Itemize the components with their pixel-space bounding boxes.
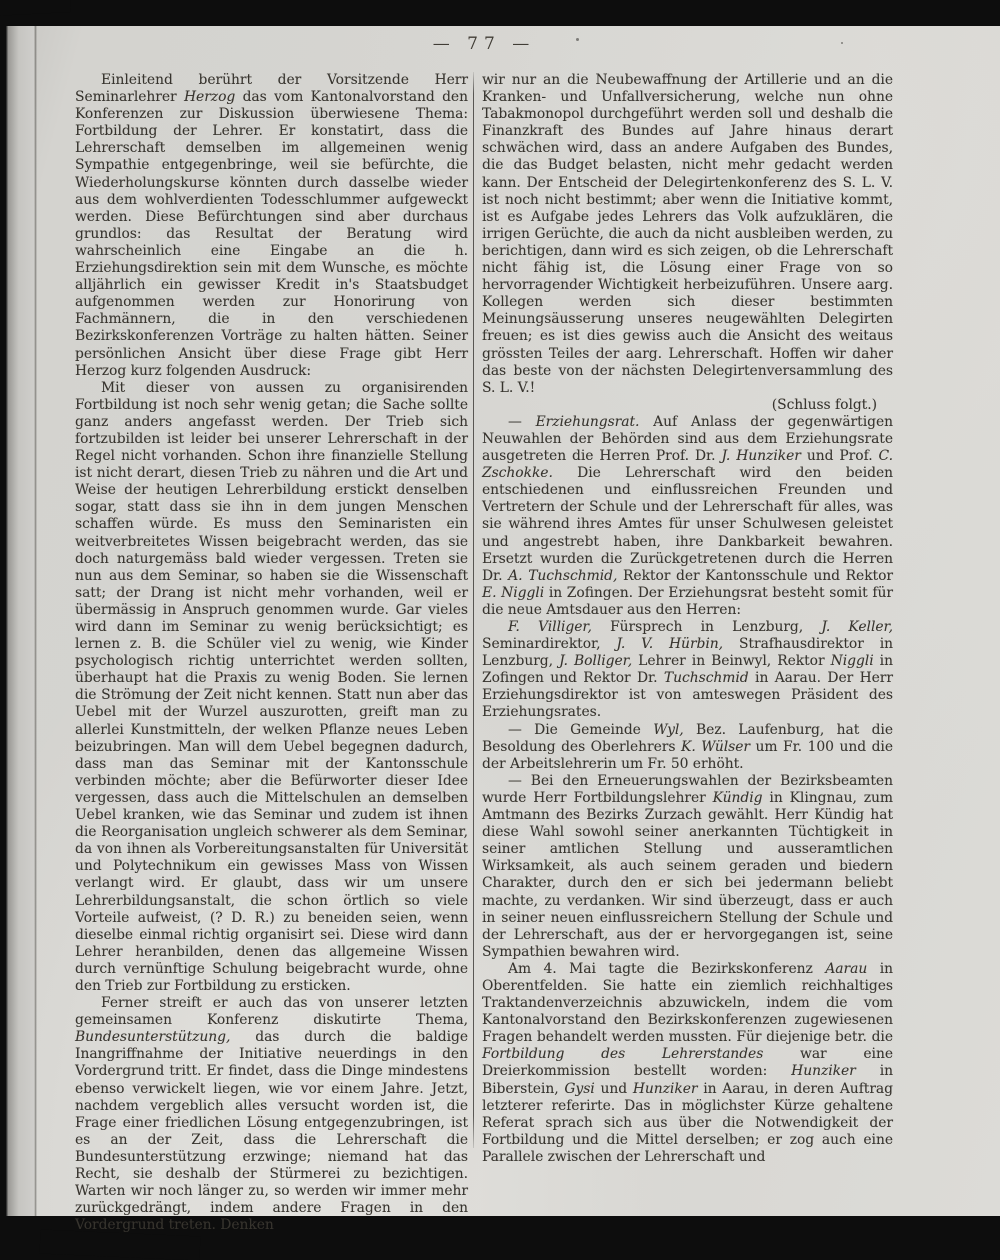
- paragraph: [482, 773, 893, 961]
- paragraph: [75, 380, 468, 995]
- body-text: in Aarau, in deren Auftrag letzterer referirte. Das in möglichster Kürze gehaltene Referat sprach sich aus über die Notwendigkeit der Fortbildung und die Mittel derselben; er zog auch eine Parallele zwischen der Lehrerschaft und: [482, 1080, 893, 1165]
- body-text: in Aarau. Der Herr Erziehungsdirektor ist von amteswegen Präsident des Erziehungsrates.: [482, 670, 893, 721]
- body-text: Strafhausdirektor in Lenzburg,: [482, 636, 893, 670]
- body-text: (Schluss folgt.): [771, 396, 877, 413]
- body-text: Die Lehrerschaft wird den beiden entschiedenen und einflussreichen Freunden und Vertretern der Schule und der Lehrerschaft für alles, was sie während ihres Amtes für unser Schulwesen geleistet und angestrebt haben, ihre Dankbarkeit bewahren. Ersetzt wurden die Zurückgetretenen durch die Herren Dr.: [482, 465, 893, 584]
- italic-text: Bundesunterstützung,: [75, 1029, 231, 1046]
- scan-speck: [841, 42, 843, 44]
- italic-text: Kündig: [712, 789, 763, 806]
- italic-text: Hunziker: [632, 1080, 698, 1097]
- body-text: Ferner streift er auch das von unserer letzten gemeinsamen Konferenz diskutirte Thema,: [75, 995, 468, 1029]
- body-text: um Fr. 100 und die der Arbeitslehrerin um Fr. 50 erhöht.: [482, 738, 893, 772]
- body-text: in Zofingen und Rektor Dr.: [482, 653, 893, 687]
- italic-text: J. V. Hürbin,: [616, 636, 724, 653]
- closing-note: [482, 397, 893, 414]
- italic-text: Wyl,: [653, 721, 684, 738]
- italic-text: Niggli: [830, 653, 874, 670]
- italic-text: Aarau: [825, 960, 868, 977]
- italic-text: J. Keller,: [821, 619, 893, 635]
- paper-sheet: [6, 26, 1000, 1234]
- paragraph: [482, 961, 893, 1166]
- paragraph: [482, 619, 893, 722]
- italic-text: Erziehungsrat.: [535, 413, 640, 430]
- page-fold-crease: [34, 26, 37, 1216]
- italic-text: Tuchschmid: [663, 670, 749, 687]
- body-text: — Die Gemeinde: [508, 721, 654, 738]
- paragraph: [75, 995, 468, 1234]
- italic-text: E. Niggli: [482, 584, 545, 601]
- body-text: — Bei den Erneuerungswahlen der Bezirksbeamten wurde Herr Fortbildungslehrer: [482, 772, 893, 806]
- italic-text: J. Bolliger,: [559, 653, 633, 670]
- body-text: —: [508, 413, 536, 430]
- italic-text: F. Villiger,: [508, 619, 592, 635]
- page-number: — 77 —: [432, 34, 536, 54]
- body-text: in Biberstein,: [482, 1063, 894, 1097]
- body-text: Fürsprech in Lenzburg,: [591, 619, 822, 635]
- scan-corner-shadow: [0, 0, 71, 16]
- body-text: in Klingnau, zum Amtmann des Bezirks Zurzach gewählt. Herr Kündig hat diese Wahl sowohl seiner anerkannten Tüchtigkeit in seiner amtlichen Stellung und ausseramtlichen Wirksamkeit, als auch seinem geraden und biedern Charakter, durch den er sich bei jedermann beliebt machte, zu verdanken. Wir sind überzeugt, dass er auch in seiner neuen einflussreichern Stellung der Schule und der Lehrerschaft, aus der er hervorgegangen ist, seine Sympathien bewahren wird.: [482, 789, 893, 960]
- italic-text: J. Hunziker: [721, 448, 801, 465]
- body-text: Auf Anlass der gegenwärtigen Neuwahlen der Behörden sind aus dem Erziehungsrate ausgetreten die Herren Prof. Dr.: [482, 413, 893, 465]
- body-text: das vom Kantonalvorstand den Konferenzen zur Diskussion überwiesene Thema: Fortbildung der Lehrer. Er konstatirt, dass die Lehrerschaft demselben im allgemeinen wenig Sympathie entgegenbringe, weil sie befürchte, die Wiederholungskurse könnten durch dasselbe wieder aus dem wohlverdienten Todesschlummer aufgeweckt werden. Diese Befürchtungen sind aber durchaus grundlos: das Resultat der Beratung wird wahrscheinlich eine Eingabe an die h. Erziehungsdirektion sein mit dem Wunsche, es möchte alljährlich ein gewisser Kredit in's Staatsbudget aufgenommen werden zur Honorirung von Fachmännern, die in den verschiedenen Bezirkskonferenzen Vorträge zu halten hätten. Seiner persönlichen Ansicht über diese Frage gibt Herr Herzog kurz folgenden Ausdruck:: [75, 89, 468, 379]
- column-divider-rule: [473, 72, 474, 1148]
- body-text: Seminardirektor,: [482, 636, 617, 653]
- body-text: und Prof.: [800, 448, 879, 465]
- body-text: in Oberentfelden. Sie hatte ein ziemlich reichhaltiges Traktandenverzeichnis abzuwickeln, indem die vom Kantonalvorstand den Bezirkskonferenzen zugewiesenen Fragen behandelt werden mussten. Für diejenige betr. die: [482, 960, 893, 1046]
- italic-text: K. Wülser: [681, 738, 750, 755]
- italic-text: Gysi: [564, 1080, 595, 1097]
- body-text: Mit dieser von aussen zu organisirenden Fortbildung ist noch sehr wenig getan; die Sache sollte ganz anders angefasst werden. Der Trieb sich fortzubilden ist leider bei unserer Lehrerschaft in der Regel nicht vorhanden. Schon ihre finanzielle Stellung ist nicht derart, diesen Trieb zu nähren und die Art und Weise der heutigen Lehrerbildung erstickt denselben sogar, statt dass sie ihn in dem jungen Menschen schaffen würde. Es muss den Seminaristen ein weitverbreitetes Wissen beigebracht werden, das sie doch naturgemäss bald wieder vergessen. Treten sie nun aus dem Seminar, so haben sie die Wissenschaft satt; der Drang ist nicht mehr vorhanden, weil er übermässig in Anspruch genommen wurde. Gar vieles wird dann im Seminar zu wenig berücksichtigt; es lernen z. B. die Schüler viel zu wenig, wie Kinder psychologisch richtig unterrichtet werden sollten, überhaupt hat die Praxis zu wenig Boden. Sie lernen die Strömung der Zeit nicht kennen. Statt nun aber das Uebel mit der Wurzel auszurotten, greift man zu allerlei Kunstmitteln, der welken Pflanze neues Leben beizubringen. Man will dem Uebel begegnen dadurch, dass man das Seminar mit der Kantonsschule verbinden möchte; aber die Befürworter dieser Idee vergessen, dass auch die Mittelschulen an demselben Uebel kranken, wie das Seminar und zudem ist ihnen die Reorganisation ungleich schwerer als dem Seminar, da von ihnen als Vorbereitungsanstalten für Universität und Polytechnikum ein gewisses Mass von Wissen verlangt wird. Er glaubt, dass wir um unsere Lehrerbildungsanstalt, die schon örtlich so viele Vorteile aufweist, (? D. R.) zu beneiden seien, wenn dieselbe einmal richtig organisirt sei. Diese wird dann Lehrer heranbilden, denen das allgemeine Wissen durch vernünftige Schulung beigebracht wurde, ohne den Trieb zur Fortbildung zu ersticken.: [75, 379, 468, 994]
- scan-speck: [576, 38, 579, 41]
- column-right: [482, 72, 894, 1165]
- text-block: [75, 72, 894, 1234]
- column-left: [75, 72, 468, 1234]
- paragraph: [482, 72, 893, 397]
- body-text: Einleitend berührt der Vorsitzende Herr Seminarlehrer: [75, 72, 468, 106]
- paragraph: [482, 414, 893, 619]
- body-text: Lehrer in Beinwyl, Rektor: [632, 653, 831, 670]
- body-text: Bez. Laufenburg, hat die Besoldung des Oberlehrers: [482, 721, 894, 755]
- body-text: Rektor der Kantonsschule und Rektor: [617, 567, 893, 584]
- body-text: in Zofingen. Der Erziehungsrat besteht somit für die neue Amtsdauer aus den Herren:: [482, 584, 893, 618]
- body-text: das durch die baldige Inangriffnahme der Initiative neuerdings in den Vordergrund tritt. Er findet, dass die Dinge mindestens ebenso verwickelt liegen, wie vor einem Jahre. Jetzt, nachdem vergeblich alles versucht worden ist, die Frage einer friedlichen Lösung entgegenzubringen, ist es an der Zeit, dass die Lehrerschaft die Bundesunterstützung erzwinge; niemand hat das Recht, sie deshalb der Stürmerei zu bezichtigen. Warten wir noch länger zu, so werden wir immer mehr zurückgedrängt, indem andere Fragen in den Vordergrund treten. Denken: [75, 1029, 468, 1234]
- italic-text: Hunziker: [791, 1063, 856, 1080]
- paragraph: [75, 72, 468, 380]
- italic-text: C. Zschokke.: [482, 448, 893, 482]
- body-text: war eine Dreierkommission bestellt worden:: [482, 1046, 893, 1080]
- paragraph: [482, 722, 893, 773]
- body-text: und: [594, 1080, 633, 1097]
- body-text: wir nur an die Neubewaffnung der Artillerie und an die Kranken- und Unfallversicherung, welche nun ohne Tabakmonopol durchgeführt werden soll und deshalb die Finanzkraft des Bundes auf Jahre hinaus derart schwächen wird, dass an andere Aufgaben des Bundes, die das Budget belasten, nicht mehr gedacht werden kann. Der Entscheid der Delegirtenkonferenz des S. L. V. ist noch nicht bestimmt; aber wenn die Initiative kommt, ist es Aufgabe jedes Lehrers das Volk aufzuklären, die irrigen Gerüchte, die auch da nicht ausbleiben werden, zu berichtigen, dann wird es sich zeigen, ob die Lehrerschaft nicht fähig ist, die Lösung einer Frage von so hervorragender Wichtigkeit herbeizuführen. Unsere aarg. Kollegen werden sich dieser bestimmten Meinungsäusserung unseres neugewählten Delegirten freuen; es ist dies gewiss auch die Ansicht des weitaus grössten Teiles der aarg. Lehrerschaft. Hoffen wir daher das beste von der nächsten Delegirtenversammlung des S. L. V.!: [482, 72, 893, 396]
- adjacent-page-edge: [6, 26, 34, 1216]
- italic-text: Fortbildung des Lehrerstandes: [482, 1046, 764, 1063]
- italic-text: Herzog: [184, 89, 236, 106]
- body-text: Am 4. Mai tagte die Bezirkskonferenz: [508, 960, 826, 977]
- italic-text: A. Tuchschmid,: [508, 567, 618, 584]
